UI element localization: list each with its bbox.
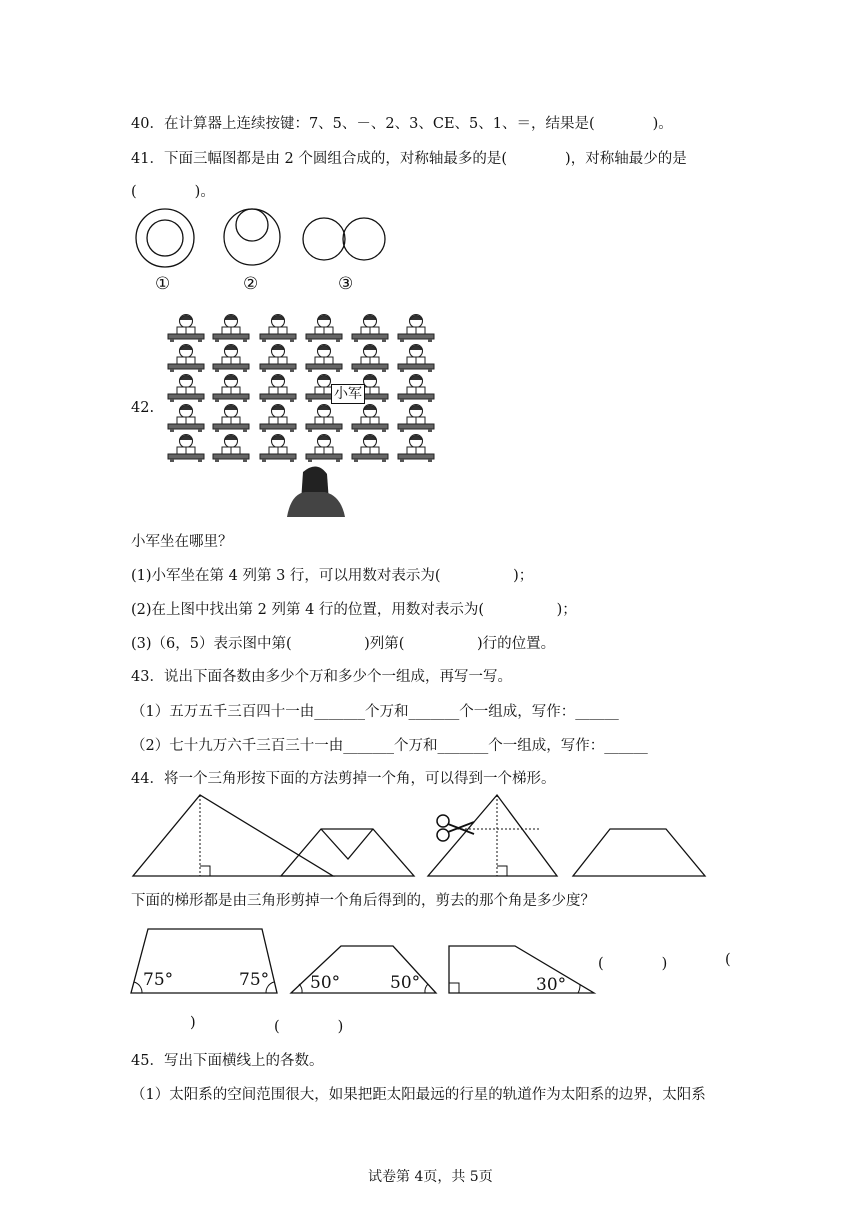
student-desk	[306, 345, 342, 373]
trapezoid-result	[573, 829, 705, 876]
triangle-2-folded	[281, 829, 414, 876]
student-desk	[398, 315, 434, 343]
q41-label-1: ①	[155, 274, 171, 294]
q42-sub2: (2)在上图中找出第 2 列第 4 行的位置，用数对表示为( )；	[131, 602, 577, 618]
q42-sub3: (3)（6，5）表示图中第( )列第( )行的位置。	[131, 636, 556, 652]
student-desk	[306, 435, 342, 463]
circle-2-inner	[236, 209, 268, 241]
q44-blank-2-open: (	[725, 952, 731, 968]
angle-label-b-right: 50°	[390, 973, 421, 993]
student-desk	[260, 345, 296, 373]
student-desk	[306, 315, 342, 343]
q43-sub2: （2）七十九万六千三百三十一由_______个万和_______个一组成，写作：______	[131, 738, 648, 754]
student-desk	[213, 375, 249, 403]
q44-question: 下面的梯形都是由三角形剪掉一个角后得到的，剪去的那个角是多少度？	[131, 893, 595, 909]
circle-1-inner	[147, 220, 183, 256]
student-desk	[260, 315, 296, 343]
page-footer: 试卷第 4页，共 5页	[368, 1169, 493, 1185]
circle-3-right	[343, 218, 385, 260]
teacher-figure	[287, 466, 345, 517]
q45-sub1: （1）太阳系的空间范围很大，如果把距太阳最远的行星的轨道作为太阳系的边界，太阳系	[131, 1087, 706, 1103]
student-desk	[260, 375, 296, 403]
q41-label-3: ③	[338, 274, 354, 294]
student-desk	[260, 405, 296, 433]
angle-label-c: 30°	[536, 975, 567, 995]
q43-title: 43．说出下面各数由多少个万和多少个一组成，再写一写。	[131, 669, 512, 685]
angle-label-a-left: 75°	[143, 970, 174, 990]
student-desk	[168, 375, 204, 403]
q45-title: 45．写出下面横线上的各数。	[131, 1053, 324, 1069]
q41-line1: 41．下面三幅图都是由 2 个圆组合成的，对称轴最多的是( )，对称轴最少的是	[131, 151, 687, 167]
student-desk	[398, 375, 434, 403]
circle-1-outer	[136, 209, 194, 267]
angle-label-a-right: 75°	[239, 970, 270, 990]
triangle-1	[133, 795, 333, 876]
triangle-cut-steps-figure	[130, 792, 710, 882]
q44-blank-3: ( )	[274, 1019, 344, 1035]
student-desk	[352, 315, 388, 343]
q43-sub1: （1）五万五千三百四十一由_______个万和_______个一组成，写作：______	[131, 704, 619, 720]
student-desk	[352, 435, 388, 463]
q42-question: 小军坐在哪里？	[131, 534, 233, 550]
triangle-3	[428, 795, 557, 876]
q41-line2: ( )。	[131, 184, 215, 200]
q42-number: 42.	[131, 400, 155, 416]
student-desk	[352, 405, 388, 433]
trapezoid-c	[449, 946, 594, 993]
student-desk	[168, 315, 204, 343]
q44-blank-1: ( )	[598, 956, 668, 972]
student-desk	[398, 435, 434, 463]
student-desk	[168, 435, 204, 463]
student-desk	[213, 405, 249, 433]
student-desk	[213, 435, 249, 463]
classroom-seating-figure	[165, 312, 437, 517]
circle-2-outer	[224, 209, 280, 265]
q42-sub1: (1)小军坐在第 4 列第 3 行，可以用数对表示为( )；	[131, 568, 534, 584]
trapezoids-angle-figure	[130, 925, 600, 997]
q44-blank-2-close: )	[190, 1015, 196, 1031]
xiaojun-name-tag: 小军	[331, 384, 365, 404]
student-desk	[168, 405, 204, 433]
student-desk	[213, 315, 249, 343]
student-desk	[398, 345, 434, 373]
q41-label-2: ②	[243, 274, 259, 294]
angle-label-b-left: 50°	[310, 973, 341, 993]
student-desk	[168, 345, 204, 373]
q44-title: 44．将一个三角形按下面的方法剪掉一个角，可以得到一个梯形。	[131, 771, 556, 787]
circle-3-left	[303, 218, 345, 260]
student-desk	[213, 345, 249, 373]
student-desk	[352, 345, 388, 373]
q40-text: 40．在计算器上连续按键：7、5、－、2、3、CE、5、1、＝，结果是( )。	[131, 116, 673, 132]
student-desk	[306, 405, 342, 433]
student-desk	[260, 435, 296, 463]
q41-circles-figure	[130, 205, 400, 270]
student-desk	[398, 405, 434, 433]
